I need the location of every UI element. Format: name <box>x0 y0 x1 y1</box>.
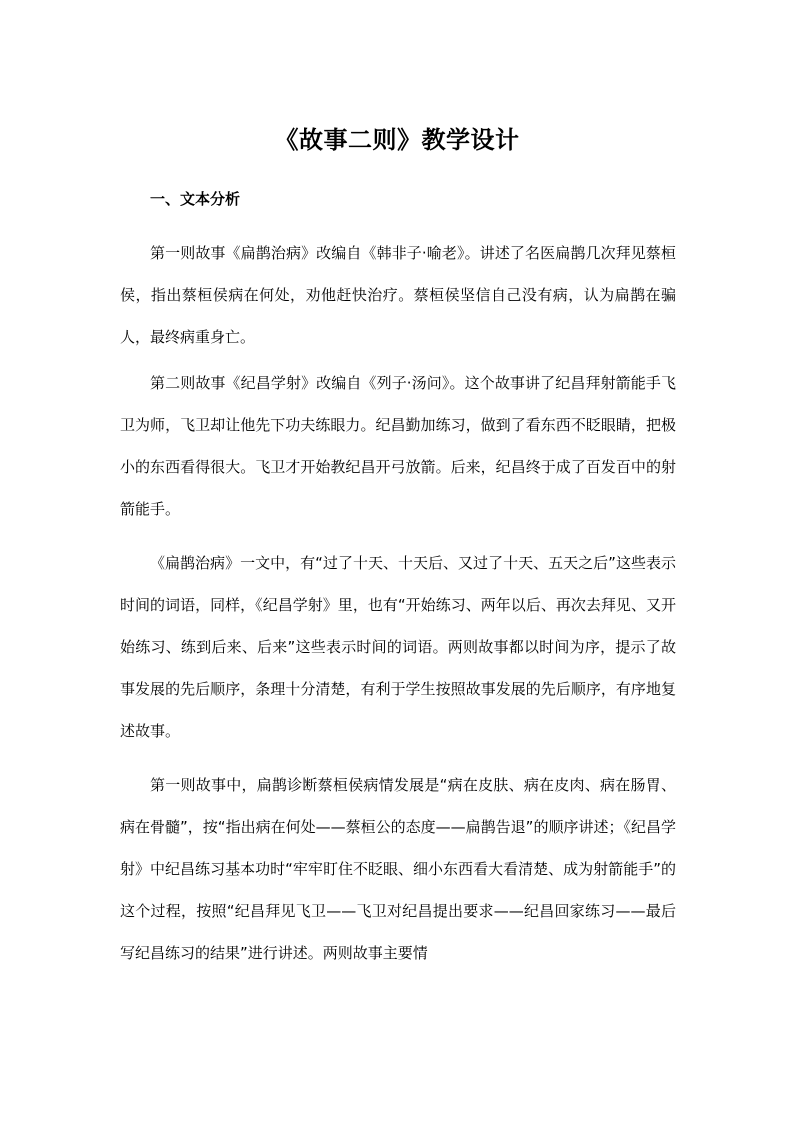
paragraph-2: 第二则故事《纪昌学射》改编自《列子·汤问》。这个故事讲了纪昌拜射箭能手飞卫为师，飞卫却让他先下功夫练眼力。纪昌勤加练习，做到了看东西不眨眼睛，把极小的东西看得很大。飞卫才开始教纪昌开弓放箭。后来，纪昌终于成了百发百中的射箭能手。 <box>120 374 676 518</box>
paragraph-1: 第一则故事《扁鹊治病》改编自《韩非子·喻老》。讲述了名医扁鹊几次拜见蔡桓侯，指出蔡桓侯病在何处，劝他赶快治疗。蔡桓侯坚信自己没有病，认为扁鹊在骗人，最终病重身亡。 <box>120 244 676 346</box>
paragraph-3: 《扁鹊治病》一文中，有“过了十天、十天后、又过了十天、五天之后”这些表示时间的词语，同样，《纪昌学射》里，也有“开始练习、两年以后、再次去拜见、又开始练习、练到后来、后来”这些表示时间的词语。两则故事都以时间为序，提示了故事发展的先后顺序，条理十分清楚，有利于学生按照故事发展的先后顺序，有序地复述故事。 <box>120 554 676 740</box>
paragraph-4: 第一则故事中，扁鹊诊断蔡桓侯病情发展是“病在皮肤、病在皮肉、病在肠胃、病在骨髓”，按“指出病在何处——蔡桓公的态度——扁鹊告退”的顺序讲述；《纪昌学射》中纪昌练习基本功时“牢牢盯住不眨眼、细小东西看大看清楚、成为射箭能手”的这个过程，按照“纪昌拜见飞卫——飞卫对纪昌提出要求——纪昌回家练习——最后写纪昌练习的结果”进行讲述。两则故事主要情 <box>120 776 676 962</box>
section-heading: 一、文本分析 <box>150 190 241 208</box>
page-title: 《故事二则》教学设计 <box>274 126 520 154</box>
